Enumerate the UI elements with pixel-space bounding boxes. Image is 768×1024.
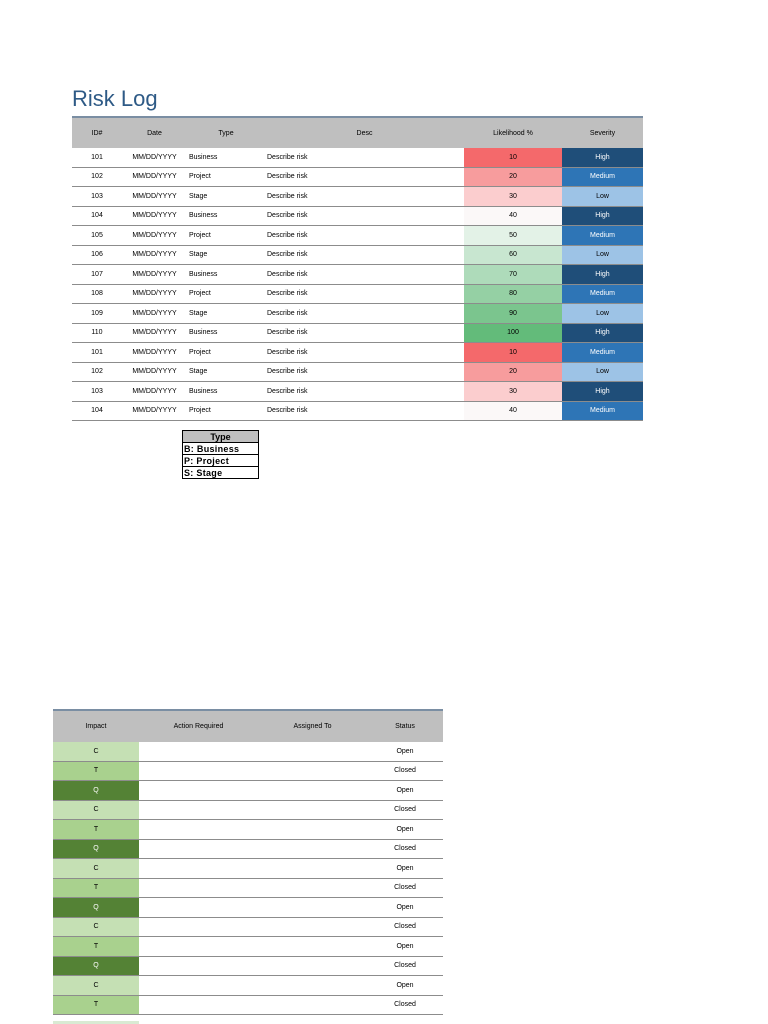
cell-type[interactable]: Business [187,148,265,167]
cell-date[interactable]: MM/DD/YYYY [122,362,187,382]
cell-status[interactable]: Closed [367,800,443,820]
cell-type[interactable]: Project [187,226,265,246]
cell-status[interactable]: Closed [367,839,443,859]
cell-status[interactable]: Open [367,898,443,918]
cell-assigned-to[interactable] [258,761,367,781]
cell-action-required[interactable] [139,917,258,937]
cell-likelihood[interactable]: 90 [464,304,562,324]
header-action-required[interactable]: Action Required [139,710,258,742]
page-title: Risk Log [72,86,158,111]
cell-assigned-to[interactable] [258,820,367,840]
cell-impact[interactable]: C [53,859,139,879]
cell-action-required[interactable] [139,956,258,976]
table-row [53,976,443,996]
table-row [72,226,643,246]
cell-severity[interactable]: High [562,148,643,167]
cell-severity[interactable]: Medium [562,343,643,363]
cell-assigned-to[interactable] [258,976,367,996]
table-row [53,937,443,957]
table-row [72,148,643,167]
cell-severity[interactable]: Low [562,304,643,324]
table-row [53,781,443,801]
cell-id[interactable]: 101 [72,343,122,363]
legend-item-business: B: Business [183,443,259,455]
table-row [53,800,443,820]
cell-impact[interactable]: T [53,995,139,1015]
legend-item-project: P: Project [183,455,259,467]
cell-likelihood[interactable]: 80 [464,284,562,304]
cell-assigned-to[interactable] [258,781,367,801]
cell-impact[interactable]: Q [53,781,139,801]
table-row [72,304,643,324]
cell-status[interactable]: Open [367,859,443,879]
cell-likelihood[interactable]: 40 [464,206,562,226]
cell-type[interactable]: Project [187,401,265,421]
table-row [53,820,443,840]
table-row [53,742,443,761]
cell-impact[interactable]: C [53,800,139,820]
cell-severity[interactable]: Low [562,187,643,207]
table-row [72,323,643,343]
cell-action-required[interactable] [139,781,258,801]
cell-date[interactable]: MM/DD/YYYY [122,284,187,304]
cell-id[interactable]: 103 [72,187,122,207]
cell-status[interactable]: Closed [367,956,443,976]
cell-impact[interactable]: T [53,820,139,840]
action-table-header [53,710,443,742]
cell-type[interactable]: Stage [187,187,265,207]
cell-impact[interactable]: T [53,761,139,781]
cell-assigned-to[interactable] [258,800,367,820]
cell-type[interactable]: Project [187,343,265,363]
cell-type[interactable]: Stage [187,304,265,324]
cell-likelihood[interactable]: 30 [464,187,562,207]
header-status[interactable]: Status [367,710,443,742]
table-row [53,839,443,859]
cell-assigned-to[interactable] [258,917,367,937]
cell-assigned-to[interactable] [258,742,367,761]
cell-assigned-to[interactable] [258,898,367,918]
cell-severity[interactable]: Low [562,362,643,382]
cell-assigned-to[interactable] [258,859,367,879]
cell-status[interactable]: Open [367,820,443,840]
cell-impact[interactable]: C [53,917,139,937]
cell-date[interactable]: MM/DD/YYYY [122,226,187,246]
cell-severity[interactable]: High [562,323,643,343]
cell-desc[interactable]: Describe risk [265,245,464,265]
legend-item-stage: S: Stage [183,467,259,479]
header-date[interactable]: Date [122,117,187,148]
cell-desc[interactable]: Describe risk [265,323,464,343]
cell-status[interactable]: Closed [367,995,443,1015]
cell-action-required[interactable] [139,761,258,781]
cell-action-required[interactable] [139,976,258,996]
cell-id[interactable]: 110 [72,323,122,343]
cell-date[interactable]: MM/DD/YYYY [122,343,187,363]
cell-likelihood[interactable]: 30 [464,382,562,402]
cell-status[interactable]: Open [367,742,443,761]
cell-likelihood[interactable]: 20 [464,362,562,382]
table-row [72,362,643,382]
cell-id[interactable]: 107 [72,265,122,285]
table-row [72,284,643,304]
cell-type[interactable]: Business [187,382,265,402]
cell-desc[interactable]: Describe risk [265,265,464,285]
cell-assigned-to[interactable] [258,995,367,1015]
table-row [72,265,643,285]
cell-desc[interactable]: Describe risk [265,284,464,304]
cell-type[interactable]: Business [187,265,265,285]
header-id[interactable]: ID# [72,117,122,148]
cell-status[interactable]: Open [367,976,443,996]
cell-severity[interactable]: Medium [562,401,643,421]
cell-type[interactable]: Project [187,284,265,304]
cell-impact[interactable]: Q [53,956,139,976]
cell-date[interactable]: MM/DD/YYYY [122,245,187,265]
cell-assigned-to[interactable] [258,956,367,976]
risk-log-table [72,116,643,421]
legend-title: Type [183,431,259,443]
cell-date[interactable]: MM/DD/YYYY [122,206,187,226]
cell-date[interactable]: MM/DD/YYYY [122,148,187,167]
cell-impact[interactable]: Q [53,839,139,859]
cell-severity[interactable]: Medium [562,167,643,187]
header-likelihood[interactable]: Likelihood % [464,117,562,148]
table-row [53,878,443,898]
cell-date[interactable]: MM/DD/YYYY [122,265,187,285]
cell-likelihood[interactable]: 70 [464,265,562,285]
type-legend [182,430,259,479]
cell-assigned-to[interactable] [258,839,367,859]
cell-status[interactable]: Closed [367,878,443,898]
cell-action-required[interactable] [139,800,258,820]
cell-severity[interactable]: High [562,382,643,402]
cell-impact[interactable]: T [53,878,139,898]
cell-type[interactable]: Stage [187,245,265,265]
cell-date[interactable]: MM/DD/YYYY [122,304,187,324]
cell-severity[interactable]: High [562,265,643,285]
cell-date[interactable]: MM/DD/YYYY [122,382,187,402]
cell-likelihood[interactable]: 20 [464,167,562,187]
cell-likelihood[interactable]: 60 [464,245,562,265]
cell-impact[interactable]: C [53,976,139,996]
cell-severity[interactable]: Medium [562,284,643,304]
cell-type[interactable]: Business [187,206,265,226]
header-assigned-to[interactable]: Assigned To [258,710,367,742]
cell-action-required[interactable] [139,839,258,859]
cell-date[interactable]: MM/DD/YYYY [122,401,187,421]
cell-date[interactable]: MM/DD/YYYY [122,323,187,343]
cell-action-required[interactable] [139,820,258,840]
table-row [72,187,643,207]
table-row [53,859,443,879]
cell-type[interactable]: Business [187,323,265,343]
cell-status[interactable]: Open [367,781,443,801]
cell-type[interactable]: Stage [187,362,265,382]
cell-id[interactable]: 102 [72,167,122,187]
cell-id[interactable]: 104 [72,401,122,421]
table-row [72,382,643,402]
cell-impact[interactable]: T [53,937,139,957]
cell-id[interactable]: 102 [72,362,122,382]
cell-likelihood[interactable]: 40 [464,401,562,421]
cell-action-required[interactable] [139,859,258,879]
header-type[interactable]: Type [187,117,265,148]
cell-id[interactable]: 106 [72,245,122,265]
table-row [72,401,643,421]
cell-desc[interactable]: Describe risk [265,401,464,421]
cell-id[interactable]: 101 [72,148,122,167]
cell-impact[interactable]: C [53,742,139,761]
cell-severity[interactable]: Low [562,245,643,265]
cell-id[interactable]: 103 [72,382,122,402]
cell-status[interactable]: Open [367,937,443,957]
cell-status[interactable]: Closed [367,917,443,937]
cell-severity[interactable]: Medium [562,226,643,246]
risk-table-header [72,117,643,148]
cell-desc[interactable]: Describe risk [265,362,464,382]
cell-action-required[interactable] [139,898,258,918]
cell-assigned-to[interactable] [258,878,367,898]
header-severity[interactable]: Severity [562,117,643,148]
cell-id[interactable]: 109 [72,304,122,324]
cell-desc[interactable]: Describe risk [265,206,464,226]
cell-action-required[interactable] [139,878,258,898]
cell-date[interactable]: MM/DD/YYYY [122,167,187,187]
cell-id[interactable]: 105 [72,226,122,246]
cell-likelihood[interactable]: 10 [464,148,562,167]
table-row [53,956,443,976]
cell-assigned-to[interactable] [258,937,367,957]
cell-type[interactable]: Project [187,167,265,187]
action-table [53,709,443,1015]
table-row [72,206,643,226]
cell-action-required[interactable] [139,937,258,957]
header-desc[interactable]: Desc [265,117,464,148]
header-impact[interactable]: Impact [53,710,139,742]
cell-desc[interactable]: Describe risk [265,167,464,187]
table-row [53,917,443,937]
cell-likelihood[interactable]: 10 [464,343,562,363]
cell-likelihood[interactable]: 100 [464,323,562,343]
cell-desc[interactable]: Describe risk [265,304,464,324]
table-row [53,995,443,1015]
table-row [72,167,643,187]
table-row [72,343,643,363]
cell-id[interactable]: 108 [72,284,122,304]
table-row [53,898,443,918]
cell-action-required[interactable] [139,995,258,1015]
cell-desc[interactable]: Describe risk [265,343,464,363]
table-row [72,245,643,265]
table-row [53,761,443,781]
cell-date[interactable]: MM/DD/YYYY [122,187,187,207]
cell-likelihood[interactable]: 50 [464,226,562,246]
cell-desc[interactable]: Describe risk [265,187,464,207]
cell-impact[interactable]: Q [53,898,139,918]
cell-status[interactable]: Closed [367,761,443,781]
cell-desc[interactable]: Describe risk [265,148,464,167]
cell-desc[interactable]: Describe risk [265,226,464,246]
cell-action-required[interactable] [139,742,258,761]
cell-desc[interactable]: Describe risk [265,382,464,402]
cell-severity[interactable]: High [562,206,643,226]
cell-id[interactable]: 104 [72,206,122,226]
